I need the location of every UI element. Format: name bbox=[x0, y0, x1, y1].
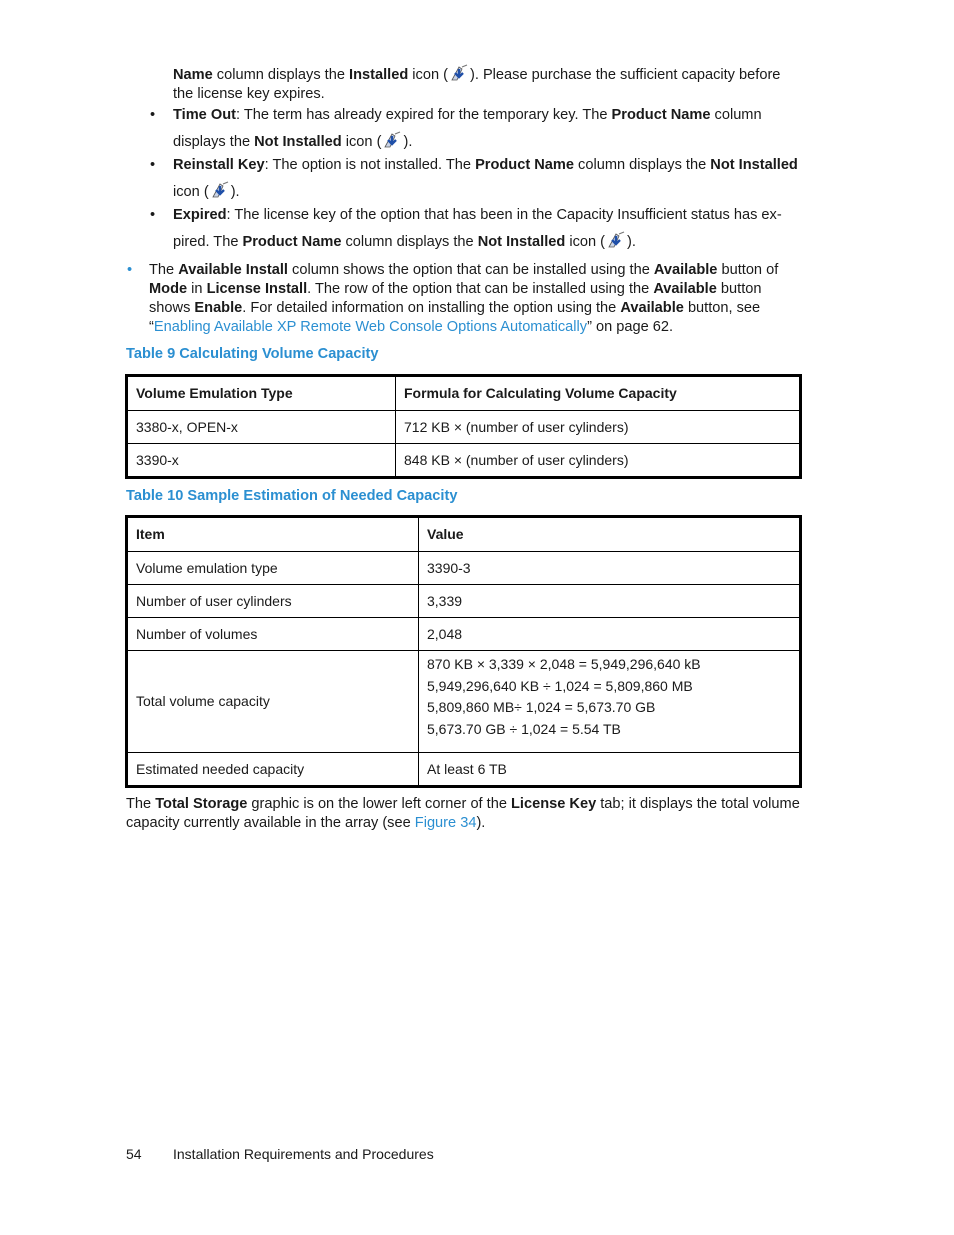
table-cell-calculation bbox=[419, 651, 801, 753]
page-number: 54 bbox=[126, 1146, 142, 1162]
table-row bbox=[127, 585, 801, 618]
closing-paragraph: The Total Storage graphic is on the lower left corner of the License Key tab; it displays the total volume capacity currently available in the array (see Figure 34). bbox=[126, 796, 800, 831]
continuation-paragraph: Name column displays the Installed icon ( ). Please purchase the sufficient capacity before the license key expires. bbox=[173, 63, 803, 104]
table-header-cell: Value bbox=[419, 517, 801, 552]
not-installed-icon bbox=[606, 230, 626, 250]
calc-line: 870 KB × 3,339 × 2,048 = 5,949,296,640 kB bbox=[427, 656, 701, 672]
table-cell: At least 6 TB bbox=[419, 753, 801, 787]
figure-34-link[interactable]: Figure 34 bbox=[414, 815, 477, 831]
bullet-dot: • bbox=[150, 107, 156, 123]
table-row bbox=[127, 552, 801, 585]
table-row bbox=[127, 618, 801, 651]
footer-section-title: Installation Requirements and Procedures bbox=[173, 1146, 434, 1162]
table-cell: 3,339 bbox=[419, 585, 801, 618]
table-row bbox=[127, 411, 801, 444]
table-cell: Volume emulation type bbox=[127, 552, 419, 585]
table-cell: 3390-x bbox=[127, 444, 396, 478]
not-installed-icon bbox=[382, 130, 402, 150]
table-header-row bbox=[127, 376, 801, 411]
calc-line: 5,673.70 GB ÷ 1,024 = 5.54 TB bbox=[427, 720, 621, 737]
table-cell: Number of volumes bbox=[127, 618, 419, 651]
calc-line: 5,949,296,640 KB ÷ 1,024 = 5,809,860 MB bbox=[427, 677, 693, 694]
table-cell: 2,048 bbox=[419, 618, 801, 651]
table-cell: 3390-3 bbox=[419, 552, 801, 585]
bullet-dot: • bbox=[150, 207, 156, 223]
table-volume-capacity bbox=[125, 374, 802, 479]
table-cell: 3380-x, OPEN-x bbox=[127, 411, 396, 444]
bullet-dot-blue: • bbox=[127, 262, 133, 278]
installed-icon bbox=[449, 63, 469, 83]
table-cell: 848 KB × (number of user cylinders) bbox=[396, 444, 801, 478]
table-header-cell: Formula for Calculating Volume Capacity bbox=[396, 376, 801, 411]
table-row bbox=[127, 444, 801, 478]
bullet-dot: • bbox=[150, 157, 156, 173]
not-installed-icon bbox=[210, 180, 230, 200]
table9-caption: Table 9 Calculating Volume Capacity bbox=[126, 346, 379, 362]
table-needed-capacity bbox=[125, 515, 802, 788]
table-header-cell: Volume Emulation Type bbox=[127, 376, 396, 411]
table10-caption: Table 10 Sample Estimation of Needed Capacity bbox=[126, 488, 458, 504]
table-row-total bbox=[127, 651, 801, 753]
table-cell: Total volume capacity bbox=[127, 651, 419, 753]
table-cell: Number of user cylinders bbox=[127, 585, 419, 618]
enabling-options-link[interactable]: Enabling Available XP Remote Web Console Options Automatically bbox=[153, 319, 588, 335]
table-header-cell: Item bbox=[127, 517, 419, 552]
table-cell: 712 KB × (number of user cylinders) bbox=[396, 411, 801, 444]
calc-line: 5,809,860 MB÷ 1,024 = 5,673.70 GB bbox=[427, 699, 656, 715]
table-cell: Estimated needed capacity bbox=[127, 753, 419, 787]
table-row bbox=[127, 753, 801, 787]
table-header-row bbox=[127, 517, 801, 552]
